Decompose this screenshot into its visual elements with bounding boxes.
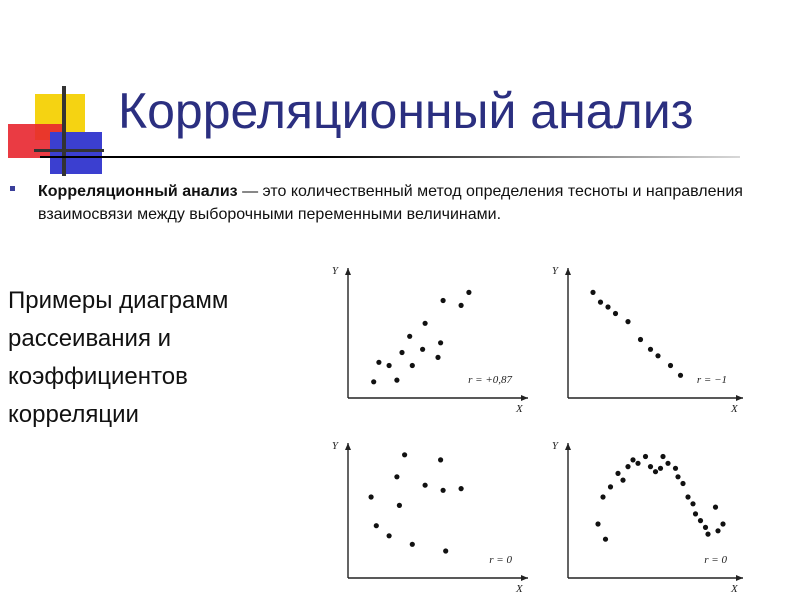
scatter-point <box>675 474 680 479</box>
scatter-point <box>423 321 428 326</box>
scatter-point <box>703 525 708 530</box>
y-axis-arrow <box>345 268 351 275</box>
scatter-point <box>713 505 718 510</box>
scatter-point <box>658 466 663 471</box>
scatter-point <box>625 319 630 324</box>
scatter-point <box>397 503 402 508</box>
scatter-point <box>668 363 673 368</box>
scatter-point <box>630 457 635 462</box>
y-axis-arrow <box>565 443 571 450</box>
scatter-point <box>441 298 446 303</box>
scatter-point <box>655 353 660 358</box>
scatter-point <box>665 461 670 466</box>
scatter-point <box>638 337 643 342</box>
scatter-point <box>605 304 610 309</box>
scatter-point <box>410 542 415 547</box>
scatter-point <box>443 548 448 553</box>
scatter-point <box>598 300 603 305</box>
scatter-point <box>410 363 415 368</box>
correlation-label: r = +0,87 <box>468 374 512 386</box>
definition-text: — это количественный метод определения тесноты и направления взаимосвязи между выборочными переменными величинами. <box>38 183 743 223</box>
scatter-point <box>720 521 725 526</box>
scatter-point <box>678 373 683 378</box>
scatter-point <box>620 478 625 483</box>
scatter-point <box>438 457 443 462</box>
scatter-point <box>466 290 471 295</box>
scatter-point <box>698 518 703 523</box>
x-axis-arrow <box>736 395 743 401</box>
scatter-point <box>600 494 605 499</box>
correlation-label: r = −1 <box>696 374 727 386</box>
caption-line: коэффициентов <box>8 363 188 390</box>
y-axis-label: Y <box>551 440 558 452</box>
x-axis-label: X <box>731 583 738 595</box>
scatter-point <box>590 290 595 295</box>
scatter-point <box>625 464 630 469</box>
scatter-point <box>435 355 440 360</box>
y-axis-arrow <box>345 443 351 450</box>
scatter-point <box>693 511 698 516</box>
scatter-point <box>673 466 678 471</box>
x-axis-arrow <box>736 575 743 581</box>
scatter-point <box>648 347 653 352</box>
scatter-point <box>399 350 404 355</box>
scatter-point <box>613 311 618 316</box>
definition-term: Корреляционный анализ <box>38 183 238 200</box>
scatter-point <box>369 494 374 499</box>
scatter-point <box>685 494 690 499</box>
caption-line: Примеры диаграмм <box>8 287 229 314</box>
scatter-point <box>608 484 613 489</box>
scatter-point <box>715 528 720 533</box>
scatter-point <box>705 532 710 537</box>
scatter-point <box>387 533 392 538</box>
scatter-point <box>595 521 600 526</box>
scatter-point <box>643 454 648 459</box>
scatter-point <box>394 378 399 383</box>
scatter-point <box>438 340 443 345</box>
y-axis-label: Y <box>331 440 338 452</box>
y-axis-label: Y <box>551 265 558 277</box>
scatter-point <box>394 474 399 479</box>
correlation-label: r = 0 <box>704 554 727 566</box>
scatter-point <box>371 379 376 384</box>
x-axis-label: X <box>516 403 523 415</box>
x-axis-label: X <box>516 583 523 595</box>
scatter-point <box>635 461 640 466</box>
y-axis-arrow <box>565 268 571 275</box>
scatter-point <box>615 471 620 476</box>
scatter-point <box>660 454 665 459</box>
scatter-point <box>459 486 464 491</box>
page-title: Корреляционный анализ <box>118 83 694 139</box>
caption-line: корреляции <box>8 401 139 428</box>
x-axis-arrow <box>521 575 528 581</box>
scatter-point <box>441 488 446 493</box>
scatter-point <box>653 469 658 474</box>
correlation-label: r = 0 <box>489 554 512 566</box>
scatter-point <box>420 347 425 352</box>
y-axis-label: Y <box>331 265 338 277</box>
x-axis-label: X <box>731 403 738 415</box>
scatter-point <box>374 523 379 528</box>
x-axis-arrow <box>521 395 528 401</box>
scatter-point <box>690 501 695 506</box>
caption-line: рассеивания и <box>8 325 172 352</box>
scatter-point <box>648 464 653 469</box>
scatter-point <box>407 334 412 339</box>
scatter-point <box>402 452 407 457</box>
scatter-point <box>680 481 685 486</box>
scatter-point <box>376 360 381 365</box>
scatter-point <box>423 483 428 488</box>
scatter-point <box>603 537 608 542</box>
scatter-point <box>459 303 464 308</box>
scatter-point <box>387 363 392 368</box>
